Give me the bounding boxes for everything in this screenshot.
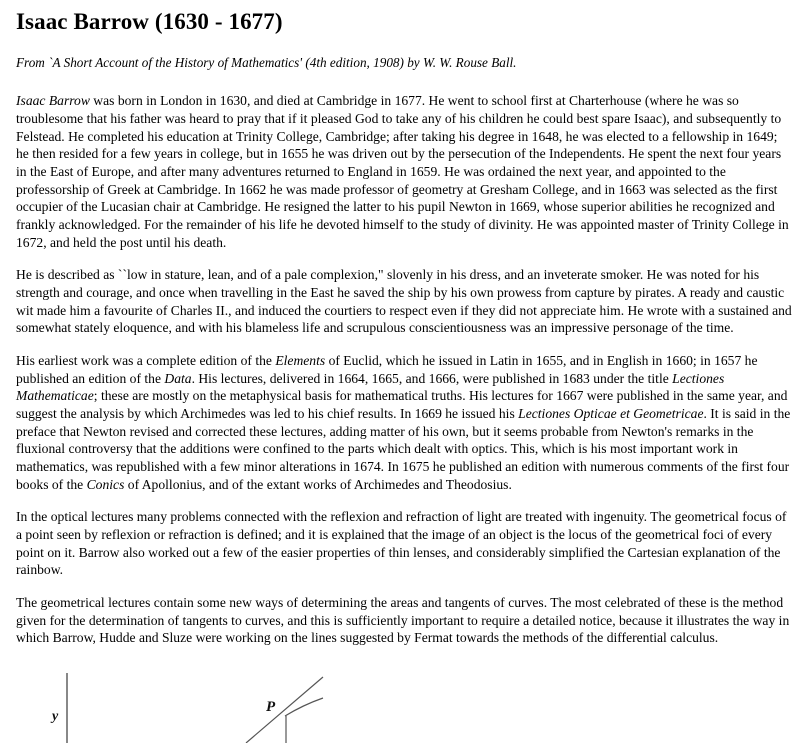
paragraph-works-text: of Euclid, which he issued in Latin in 1655, and in English in 1660; in 1657 he published an edition of the: [16, 353, 758, 386]
tangent-diagram-labels: [8, 663, 800, 743]
paragraph-biography: [16, 92, 792, 251]
work-title-italic: Conics: [86, 476, 125, 492]
paragraph-geometry: The geometrical lectures contain some new ways of determining the areas and tangents of curves. The most celebrated of these is the method given for the determination of tangents to curves, and this is sufficiently important to require a detailed notice, because it illustrates the way in which Barrow, Hudde and Sluze were working on the lines suggested by Fermat towards the methods of the differential calculus.: [16, 595, 790, 646]
paragraph-works-text: ; these are mostly on the metaphysical basis for mathematical truths. His lectures for 1667 were published in the same year, and suggest the analysis by which Archimedes was led to his chief results. In 1669 he issued his: [16, 388, 788, 422]
point-p-label: P: [266, 699, 276, 716]
paragraph-works-text: His earliest work was a complete edition of the: [16, 353, 276, 369]
work-title-italic: Data: [164, 370, 192, 386]
subject-name-italic: Isaac Barrow: [16, 93, 90, 109]
paragraph-biography-text: was born in London in 1630, and died at Cambridge in 1677. He went to school first at Charterhouse (where he was so troublesome that his father was heard to pray that if it pleased God to take any of his children he could best spare Isaac), and subsequently to Felstead. He completed his education at Trinity College, Cambridge; after taking his degree in 1648, he was elected to a fellowship in 1649; he then resided for a few years in college, but in 1655 he was driven out by the persecution of the Independents. He spent the next four years in the East of Europe, and after many adventures returned to England in 1659. He was ordained the next year, and appointed to the professorship of Greek at Cambridge. In 1662 he was made professor of geometry at Gresham College, and in 1663 was selected as the first occupier of the Lucasian chair at Cambridge. He resigned the latter to his pupil Newton in 1669, whose superior abilities he recognized and frankly acknowledged. For the remainder of his life he devoted himself to the study of divinity. He was appointed master of Trinity College in 1672, and held the post until his death.: [16, 93, 789, 250]
paragraph-works: [16, 352, 792, 493]
paragraph-works-text: . It is said in the preface that Newton revised and corrected these lectures, adding matter of his own, but it seems probable from Newton's remarks in the fluxional controversy that the additions were confined to the parts which dealt with optics. This, which is his most important work in mathematics, was republished with a few minor alterations in 1674. In 1675 he published an edition with numerous comments of the first four books of the: [16, 406, 791, 492]
paragraph-description: He is described as ``low in stature, lean, and of a pale complexion," slovenly in his dress, and an inveterate smoker. He was noted for his strength and courage, and once when travelling in the East he saved the ship by his own prowess from capture by pirates. A ready and caustic wit made him a favourite of Charles II., and induced the courtiers to respect even if they did not appreciate him. He wrote with a sustained and somewhat stately eloquence, and with his blameless life and scrupulous conscientiousness was an impressive personage of the time.: [16, 267, 792, 336]
page-title: Isaac Barrow (1630 - 1677): [16, 9, 283, 34]
work-title-italic: Lectiones Mathematicae: [16, 370, 725, 404]
tangent-diagram: [8, 663, 800, 743]
y-axis-label: y: [52, 709, 59, 725]
work-title-italic: Lectiones Opticae et Geometricae: [518, 406, 704, 422]
source-attribution: From `A Short Account of the History of Mathematics' (4th edition, 1908) by W. W. Rouse Ball.: [16, 55, 517, 71]
work-title-italic: Elements: [275, 353, 326, 369]
paragraph-works-text: of Apollonius, and of the extant works of Archimedes and Theodosius.: [124, 476, 512, 492]
paragraph-works-text: . His lectures, delivered in 1664, 1665, and 1666, were published in 1683 under the title: [191, 370, 673, 386]
paragraph-optics: In the optical lectures many problems connected with the reflexion and refraction of light are treated with ingenuity. The geometrical focus of a point seen by reflexion or refraction is defined; and it is explained that the image of an object is the locus of the geometrical foci of every point on it. Barrow also worked out a few of the easier properties of thin lenses, and considerably simplified the Cartesian explanation of the rainbow.: [16, 509, 787, 578]
